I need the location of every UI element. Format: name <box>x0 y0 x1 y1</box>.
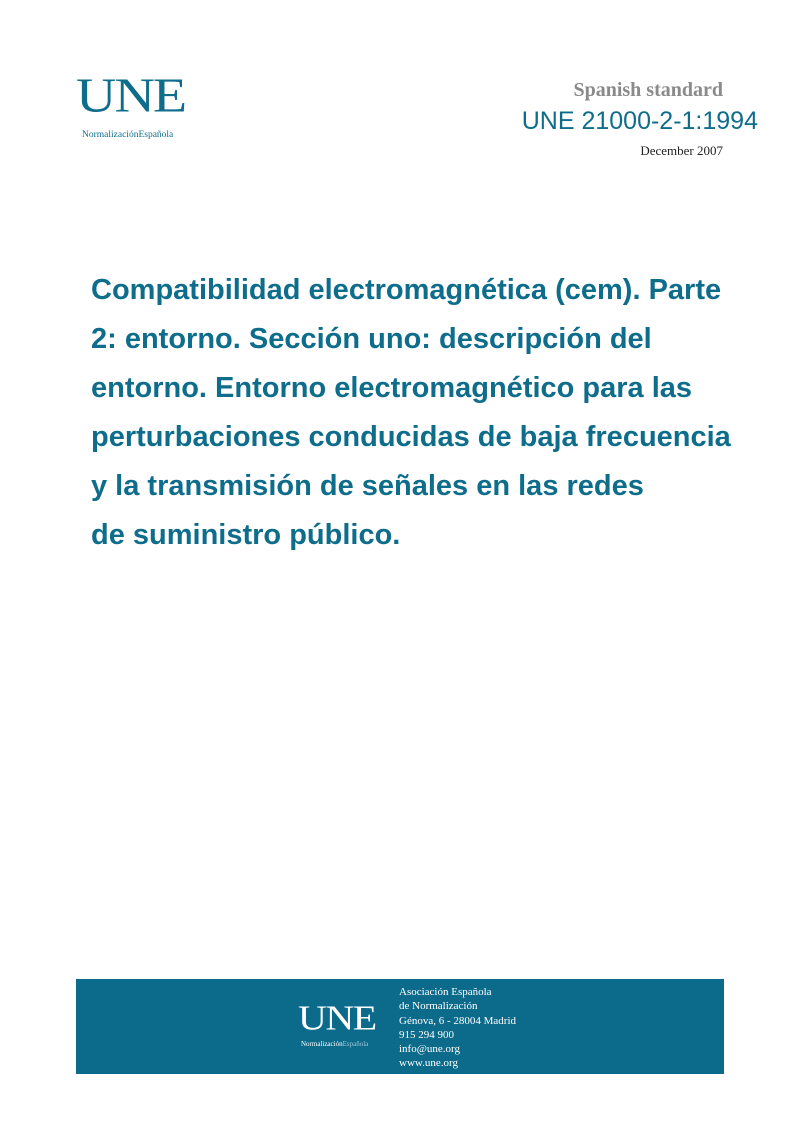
title-line: entorno. Entorno electromagnético para las <box>91 372 693 404</box>
organization-info <box>399 985 516 1071</box>
title-line: Compatibilidad electromagnética (cem). Parte <box>91 274 722 306</box>
footer-band <box>76 979 724 1074</box>
standard-date: December 2007 <box>640 143 723 158</box>
standard-code: UNE 21000-2-1:1994 <box>521 107 758 135</box>
title-line: y la transmisión de señales en las redes <box>91 470 644 502</box>
org-name-line-1: Asociación Española <box>399 986 492 998</box>
title-line: perturbaciones conducidas de baja frecuencia <box>91 421 731 453</box>
org-address: Génova, 6 - 28004 Madrid <box>399 1014 517 1027</box>
une-logo-subtitle <box>82 130 173 140</box>
title-line: 2: entorno. Sección uno: descripción del <box>91 323 652 355</box>
org-website[interactable]: www.une.org <box>399 1057 458 1070</box>
org-email[interactable]: info@une.org <box>399 1043 460 1056</box>
footer-logo-mark: UNE <box>298 998 376 1038</box>
org-phone: 915 294 900 <box>399 1028 454 1041</box>
logo-subtitle-a: Normalización <box>82 130 139 140</box>
footer-logo-subtitle <box>301 1040 368 1048</box>
footer-logo-subtitle-a: Normalización <box>301 1040 343 1048</box>
title-line: de suministro público. <box>91 519 401 551</box>
une-logo-mark: UNE <box>76 69 186 123</box>
logo-subtitle-b: Española <box>138 130 174 140</box>
org-name-line-2: de Normalización <box>399 1000 478 1013</box>
document-title <box>91 266 771 560</box>
standard-kind: Spanish standard <box>573 79 723 101</box>
une-logo <box>76 69 196 144</box>
footer-logo-subtitle-b: Española <box>342 1040 369 1048</box>
